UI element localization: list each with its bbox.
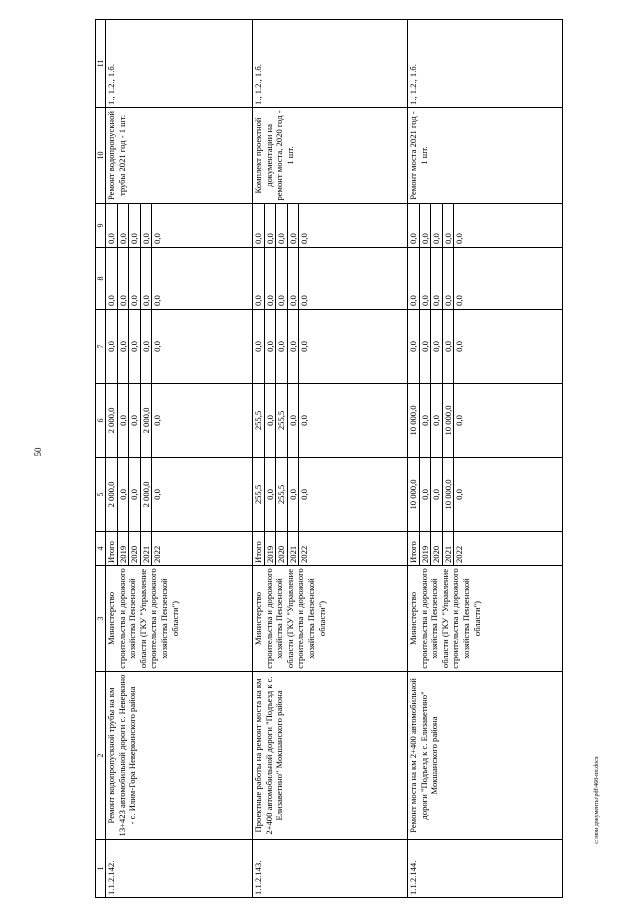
row-col7-value: 0,0: [152, 341, 163, 352]
row-col6-value: 0,0: [454, 415, 465, 426]
row-col7-value: 0,0: [443, 310, 455, 383]
row-executor: Министерство строительства и дорожного хозяйства Пензенской области (ГКУ "Управление строительства и дорожного хозяйства Пензенской области"): [253, 566, 408, 672]
row-col9-value: 0,0: [106, 204, 118, 247]
row-col6-value: 0,0: [420, 384, 432, 457]
row-years-value: 2020: [431, 532, 443, 565]
row-id: 1.1.2.143.: [253, 840, 408, 898]
row-col5-value: 2 000,0: [106, 458, 118, 531]
row-col5-value: 0,0: [420, 458, 432, 531]
row-years-value: Итого: [253, 532, 265, 565]
row-col5-value: 0,0: [265, 458, 277, 531]
row-col6: [408, 384, 563, 458]
row-col8-value: 0,0: [265, 248, 277, 309]
row-col8: [106, 248, 253, 310]
row-name: Ремонт водопропускной трубы на км 13+423 автомобильной дороги с. Неверкино - с. Илим-Гора Неверкинского района: [106, 672, 253, 840]
row-years-value: 2020: [129, 532, 141, 565]
row-col8-value: 0,0: [141, 248, 153, 309]
row-col9: [408, 204, 563, 248]
row-years-value: 2022: [152, 545, 163, 563]
row-col5-value: 10 000,0: [443, 458, 455, 531]
row-col6-value: 0,0: [118, 384, 130, 457]
row-col5-value: 255,5: [276, 458, 288, 531]
row-col8-value: 0,0: [276, 248, 288, 309]
header-cell: 3: [96, 566, 106, 672]
header-cell: 7: [96, 310, 106, 384]
row-col7-value: 0,0: [299, 341, 310, 352]
row-result: Ремонт водопропускной трубы 2021 год - 1 шт.: [106, 108, 253, 204]
row-col5: [408, 458, 563, 532]
row-result: Комплект проектной документации на ремонт моста, 2020 год - 1 шт.: [253, 108, 408, 204]
row-col5-value: 0,0: [152, 489, 163, 500]
row-col8-value: 0,0: [299, 295, 310, 306]
row-id: 1.1.2.144.: [408, 840, 563, 898]
row-col6: [106, 384, 253, 458]
row-col8-value: 0,0: [454, 295, 465, 306]
row-years-value: 2022: [299, 545, 310, 563]
row-col7-value: 0,0: [129, 310, 141, 383]
row-col6-value: 2 000,0: [106, 384, 118, 457]
row-name: Проектные работы на ремонт моста на км 2+400 автомобильной дороги "Подъезд к с. Елизаветино" Мокшанского района: [253, 672, 408, 840]
row-years: [253, 532, 408, 566]
table-row: [106, 20, 253, 898]
row-col8-value: 0,0: [129, 248, 141, 309]
header-cell: 9: [96, 204, 106, 248]
table-row: [253, 20, 408, 898]
row-col8: [408, 248, 563, 310]
header-cell: 1: [96, 840, 106, 898]
row-executor: Министерство строительства и дорожного хозяйства Пензенской области (ГКУ "Управление строительства и дорожного хозяйства Пензенской области"): [408, 566, 563, 672]
header-cell: 4: [96, 532, 106, 566]
row-col9-value: 0,0: [299, 233, 310, 244]
row-col9-value: 0,0: [443, 204, 455, 247]
row-col9-value: 0,0: [129, 204, 141, 247]
row-years-value: 2021: [443, 532, 455, 565]
row-col5: [253, 458, 408, 532]
row-col8-value: 0,0: [431, 248, 443, 309]
header-cell: 11: [96, 20, 106, 108]
program-table-wrapper: [95, 20, 575, 898]
row-col9-value: 0,0: [253, 204, 265, 247]
row-col9: [106, 204, 253, 248]
row-col6-value: 255,5: [253, 384, 265, 457]
row-col8-value: 0,0: [152, 295, 163, 306]
row-years-value: 2020: [276, 532, 288, 565]
row-col8-value: 0,0: [288, 248, 300, 309]
row-years-value: 2019: [265, 532, 277, 565]
row-col6-value: 0,0: [152, 415, 163, 426]
row-col7-value: 0,0: [106, 310, 118, 383]
header-cell: 2: [96, 672, 106, 840]
row-col7-value: 0,0: [454, 341, 465, 352]
row-col6-value: 0,0: [288, 384, 300, 457]
row-col6-value: 0,0: [299, 415, 310, 426]
row-col5: [106, 458, 253, 532]
row-col8-value: 0,0: [253, 248, 265, 309]
row-col8-value: 0,0: [118, 248, 130, 309]
row-col6-value: 255,5: [276, 384, 288, 457]
row-years: [408, 532, 563, 566]
row-col5-value: 0,0: [288, 458, 300, 531]
row-col7-value: 0,0: [118, 310, 130, 383]
row-id: 1.1.2.142.: [106, 840, 253, 898]
row-years: [106, 532, 253, 566]
rotated-page: [95, 20, 575, 898]
row-col7-value: 0,0: [141, 310, 153, 383]
row-col6-value: 0,0: [265, 384, 277, 457]
row-col7-value: 0,0: [420, 310, 432, 383]
row-years-value: 2022: [454, 545, 465, 563]
page-number: 50: [33, 447, 43, 457]
row-executor: Министерство строительства и дорожного хозяйства Пензенской области (ГКУ "Управление строительства и дорожного хозяйства Пензенской области"): [106, 566, 253, 672]
row-ref: 1., 1.2., 1.б.: [253, 20, 408, 108]
row-col9-value: 0,0: [118, 204, 130, 247]
row-years-value: 2021: [141, 532, 153, 565]
row-col9-value: 0,0: [265, 204, 277, 247]
file-path-footer: c:\мои документы\pdf\468-пп.docx: [594, 756, 600, 844]
row-col7-value: 0,0: [276, 310, 288, 383]
header-cell: 8: [96, 248, 106, 310]
row-col8-value: 0,0: [443, 248, 455, 309]
row-col8: [253, 248, 408, 310]
row-col6: [253, 384, 408, 458]
program-table: [95, 19, 563, 898]
row-col7-value: 0,0: [431, 310, 443, 383]
row-col9-value: 0,0: [431, 204, 443, 247]
row-col9-value: 0,0: [420, 204, 432, 247]
row-col6-value: 10 000,0: [443, 384, 455, 457]
row-col6-value: 10 000,0: [408, 384, 420, 457]
row-col9-value: 0,0: [141, 204, 153, 247]
row-col6-value: 0,0: [129, 384, 141, 457]
row-col7-value: 0,0: [253, 310, 265, 383]
row-col8-value: 0,0: [420, 248, 432, 309]
row-name: Ремонт моста на км 2+400 автомобильной дороги "Подъезд к с. Елизаветино" Мокшанского района: [408, 672, 563, 840]
row-col9-value: 0,0: [152, 233, 163, 244]
row-col5-value: 10 000,0: [408, 458, 420, 531]
row-col5-value: 2 000,0: [141, 458, 153, 531]
row-years-value: 2021: [288, 532, 300, 565]
row-col9-value: 0,0: [276, 204, 288, 247]
row-col5-value: 0,0: [299, 489, 310, 500]
row-years-value: Итого: [408, 532, 420, 565]
header-cell: 10: [96, 108, 106, 204]
row-col6-value: 0,0: [431, 384, 443, 457]
header-cell: 6: [96, 384, 106, 458]
row-col7: [253, 310, 408, 384]
row-col9-value: 0,0: [288, 204, 300, 247]
row-col7-value: 0,0: [408, 310, 420, 383]
row-col8-value: 0,0: [408, 248, 420, 309]
row-col5-value: 0,0: [129, 458, 141, 531]
row-result: Ремонт моста 2021 год - 1 шт.: [408, 108, 563, 204]
row-col5-value: 0,0: [454, 489, 465, 500]
row-years-value: 2019: [118, 532, 130, 565]
row-years-value: Итого: [106, 532, 118, 565]
header-row: [96, 20, 106, 898]
row-col9: [253, 204, 408, 248]
row-col8-value: 0,0: [106, 248, 118, 309]
row-ref: 1., 1.2., 1.б.: [408, 20, 563, 108]
row-col9-value: 0,0: [454, 233, 465, 244]
table-row: [408, 20, 563, 898]
row-years-value: 2019: [420, 532, 432, 565]
table-body: [106, 20, 563, 898]
row-col7-value: 0,0: [288, 310, 300, 383]
row-ref: 1., 1.2., 1.б.: [106, 20, 253, 108]
row-col5-value: 0,0: [431, 458, 443, 531]
row-col5-value: 255,5: [253, 458, 265, 531]
row-col7-value: 0,0: [265, 310, 277, 383]
row-col5-value: 0,0: [118, 458, 130, 531]
row-col9-value: 0,0: [408, 204, 420, 247]
header-cell: 5: [96, 458, 106, 532]
row-col7: [106, 310, 253, 384]
row-col6-value: 2 000,0: [141, 384, 153, 457]
row-col7: [408, 310, 563, 384]
